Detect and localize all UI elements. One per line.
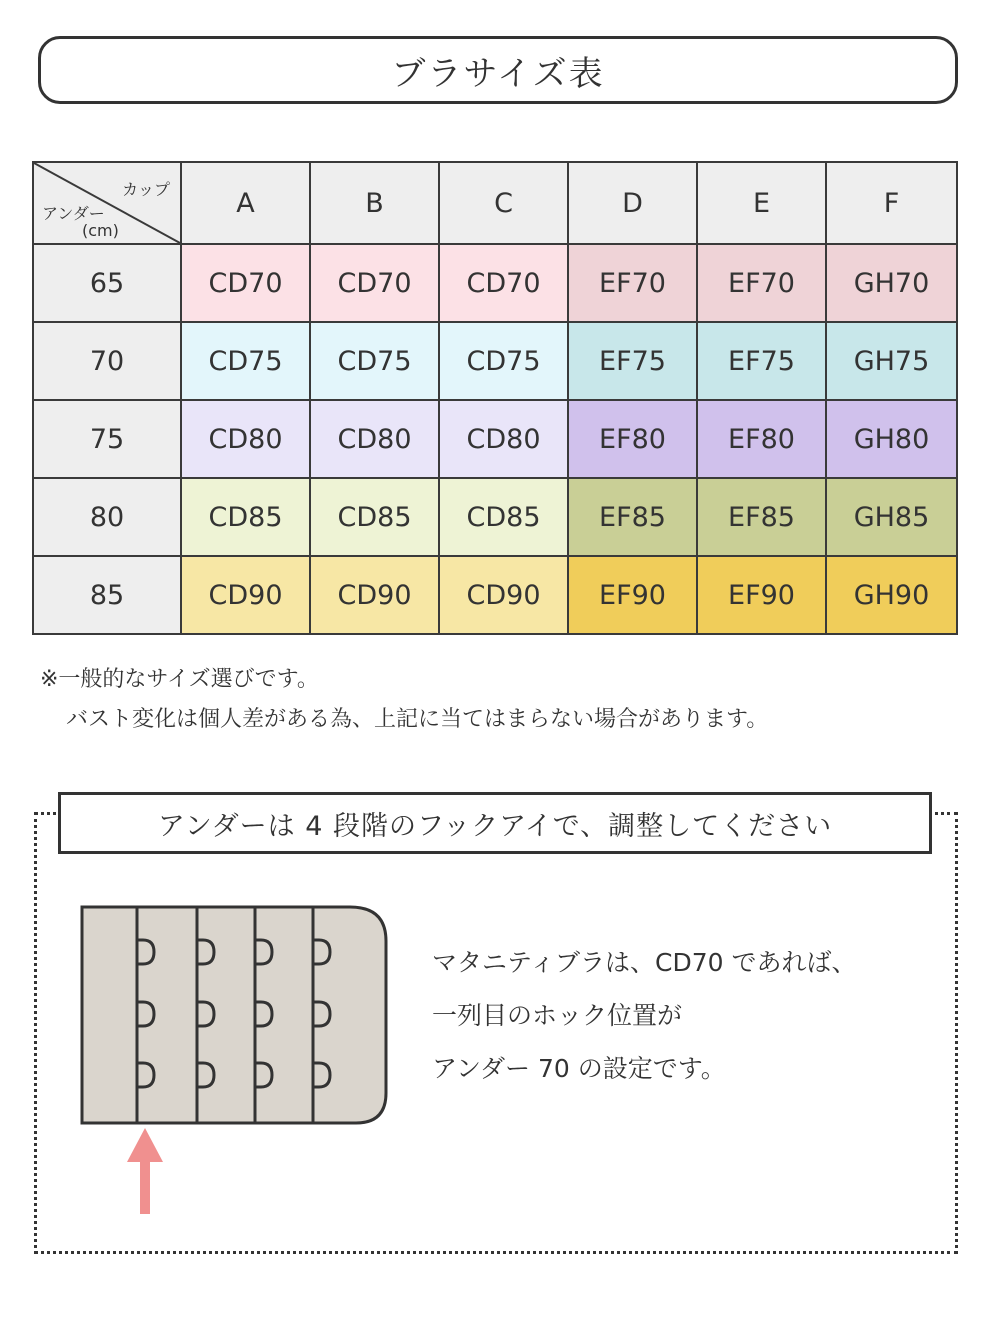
- size-cell: EF75: [697, 322, 826, 400]
- size-cell: EF70: [568, 244, 697, 322]
- size-cell: CD80: [310, 400, 439, 478]
- cup-header-e: E: [697, 162, 826, 244]
- size-cell: CD90: [310, 556, 439, 634]
- size-cell: EF90: [568, 556, 697, 634]
- table-corner-cell: [33, 162, 181, 244]
- under-label: アンダー: [42, 204, 105, 223]
- size-cell: EF70: [697, 244, 826, 322]
- size-cell: CD90: [181, 556, 310, 634]
- size-cell: CD70: [310, 244, 439, 322]
- note-line-1: ※一般的なサイズ選びです。: [40, 667, 319, 692]
- size-cell: EF75: [568, 322, 697, 400]
- unit-label: (cm): [82, 221, 119, 240]
- page-title: ブラサイズ表: [38, 36, 958, 104]
- size-cell: GH75: [826, 322, 957, 400]
- cup-header-c: C: [439, 162, 568, 244]
- hook-adjust-heading: アンダーは 4 段階のフックアイで、調整してください: [58, 792, 932, 854]
- size-cell: CD85: [310, 478, 439, 556]
- table-header-row: [33, 162, 957, 244]
- size-cell: CD75: [181, 322, 310, 400]
- size-cell: CD80: [439, 400, 568, 478]
- under-size-cell: 70: [33, 322, 181, 400]
- size-cell: CD70: [181, 244, 310, 322]
- size-cell: EF80: [697, 400, 826, 478]
- size-cell: EF85: [568, 478, 697, 556]
- under-size-cell: 80: [33, 478, 181, 556]
- size-cell: GH80: [826, 400, 957, 478]
- cup-header-f: F: [826, 162, 957, 244]
- table-row: [33, 322, 957, 400]
- under-size-cell: 65: [33, 244, 181, 322]
- note-line-2: バスト変化は個人差がある為、上記に当てはまらない場合があります。: [66, 707, 769, 732]
- size-cell: GH70: [826, 244, 957, 322]
- size-cell: CD80: [181, 400, 310, 478]
- hook-strip: [82, 907, 386, 1123]
- cup-label: カップ: [122, 180, 170, 199]
- bra-size-table: [32, 161, 958, 635]
- size-cell: CD85: [439, 478, 568, 556]
- table-row: [33, 556, 957, 634]
- size-cell: CD85: [181, 478, 310, 556]
- table-row: [33, 400, 957, 478]
- cup-header-a: A: [181, 162, 310, 244]
- up-arrow-icon: [126, 1128, 164, 1218]
- cup-header-d: D: [568, 162, 697, 244]
- under-size-cell: 85: [33, 556, 181, 634]
- hook-description: [432, 936, 856, 1095]
- description-line-3: アンダー 70 の設定です。: [432, 1054, 726, 1083]
- size-cell: EF80: [568, 400, 697, 478]
- table-row: [33, 244, 957, 322]
- under-size-cell: 75: [33, 400, 181, 478]
- cup-header-b: B: [310, 162, 439, 244]
- size-cell: CD90: [439, 556, 568, 634]
- size-cell: GH90: [826, 556, 957, 634]
- size-cell: EF85: [697, 478, 826, 556]
- size-cell: GH85: [826, 478, 957, 556]
- description-line-1: マタニティブラは、CD70 であれば、: [432, 948, 857, 977]
- table-row: [33, 478, 957, 556]
- size-notes: [40, 660, 768, 740]
- size-cell: CD75: [439, 322, 568, 400]
- hook-and-eye-icon: [80, 905, 392, 1133]
- description-line-2: 一列目のホック位置が: [432, 1001, 683, 1030]
- size-cell: CD75: [310, 322, 439, 400]
- size-cell: CD70: [439, 244, 568, 322]
- size-cell: EF90: [697, 556, 826, 634]
